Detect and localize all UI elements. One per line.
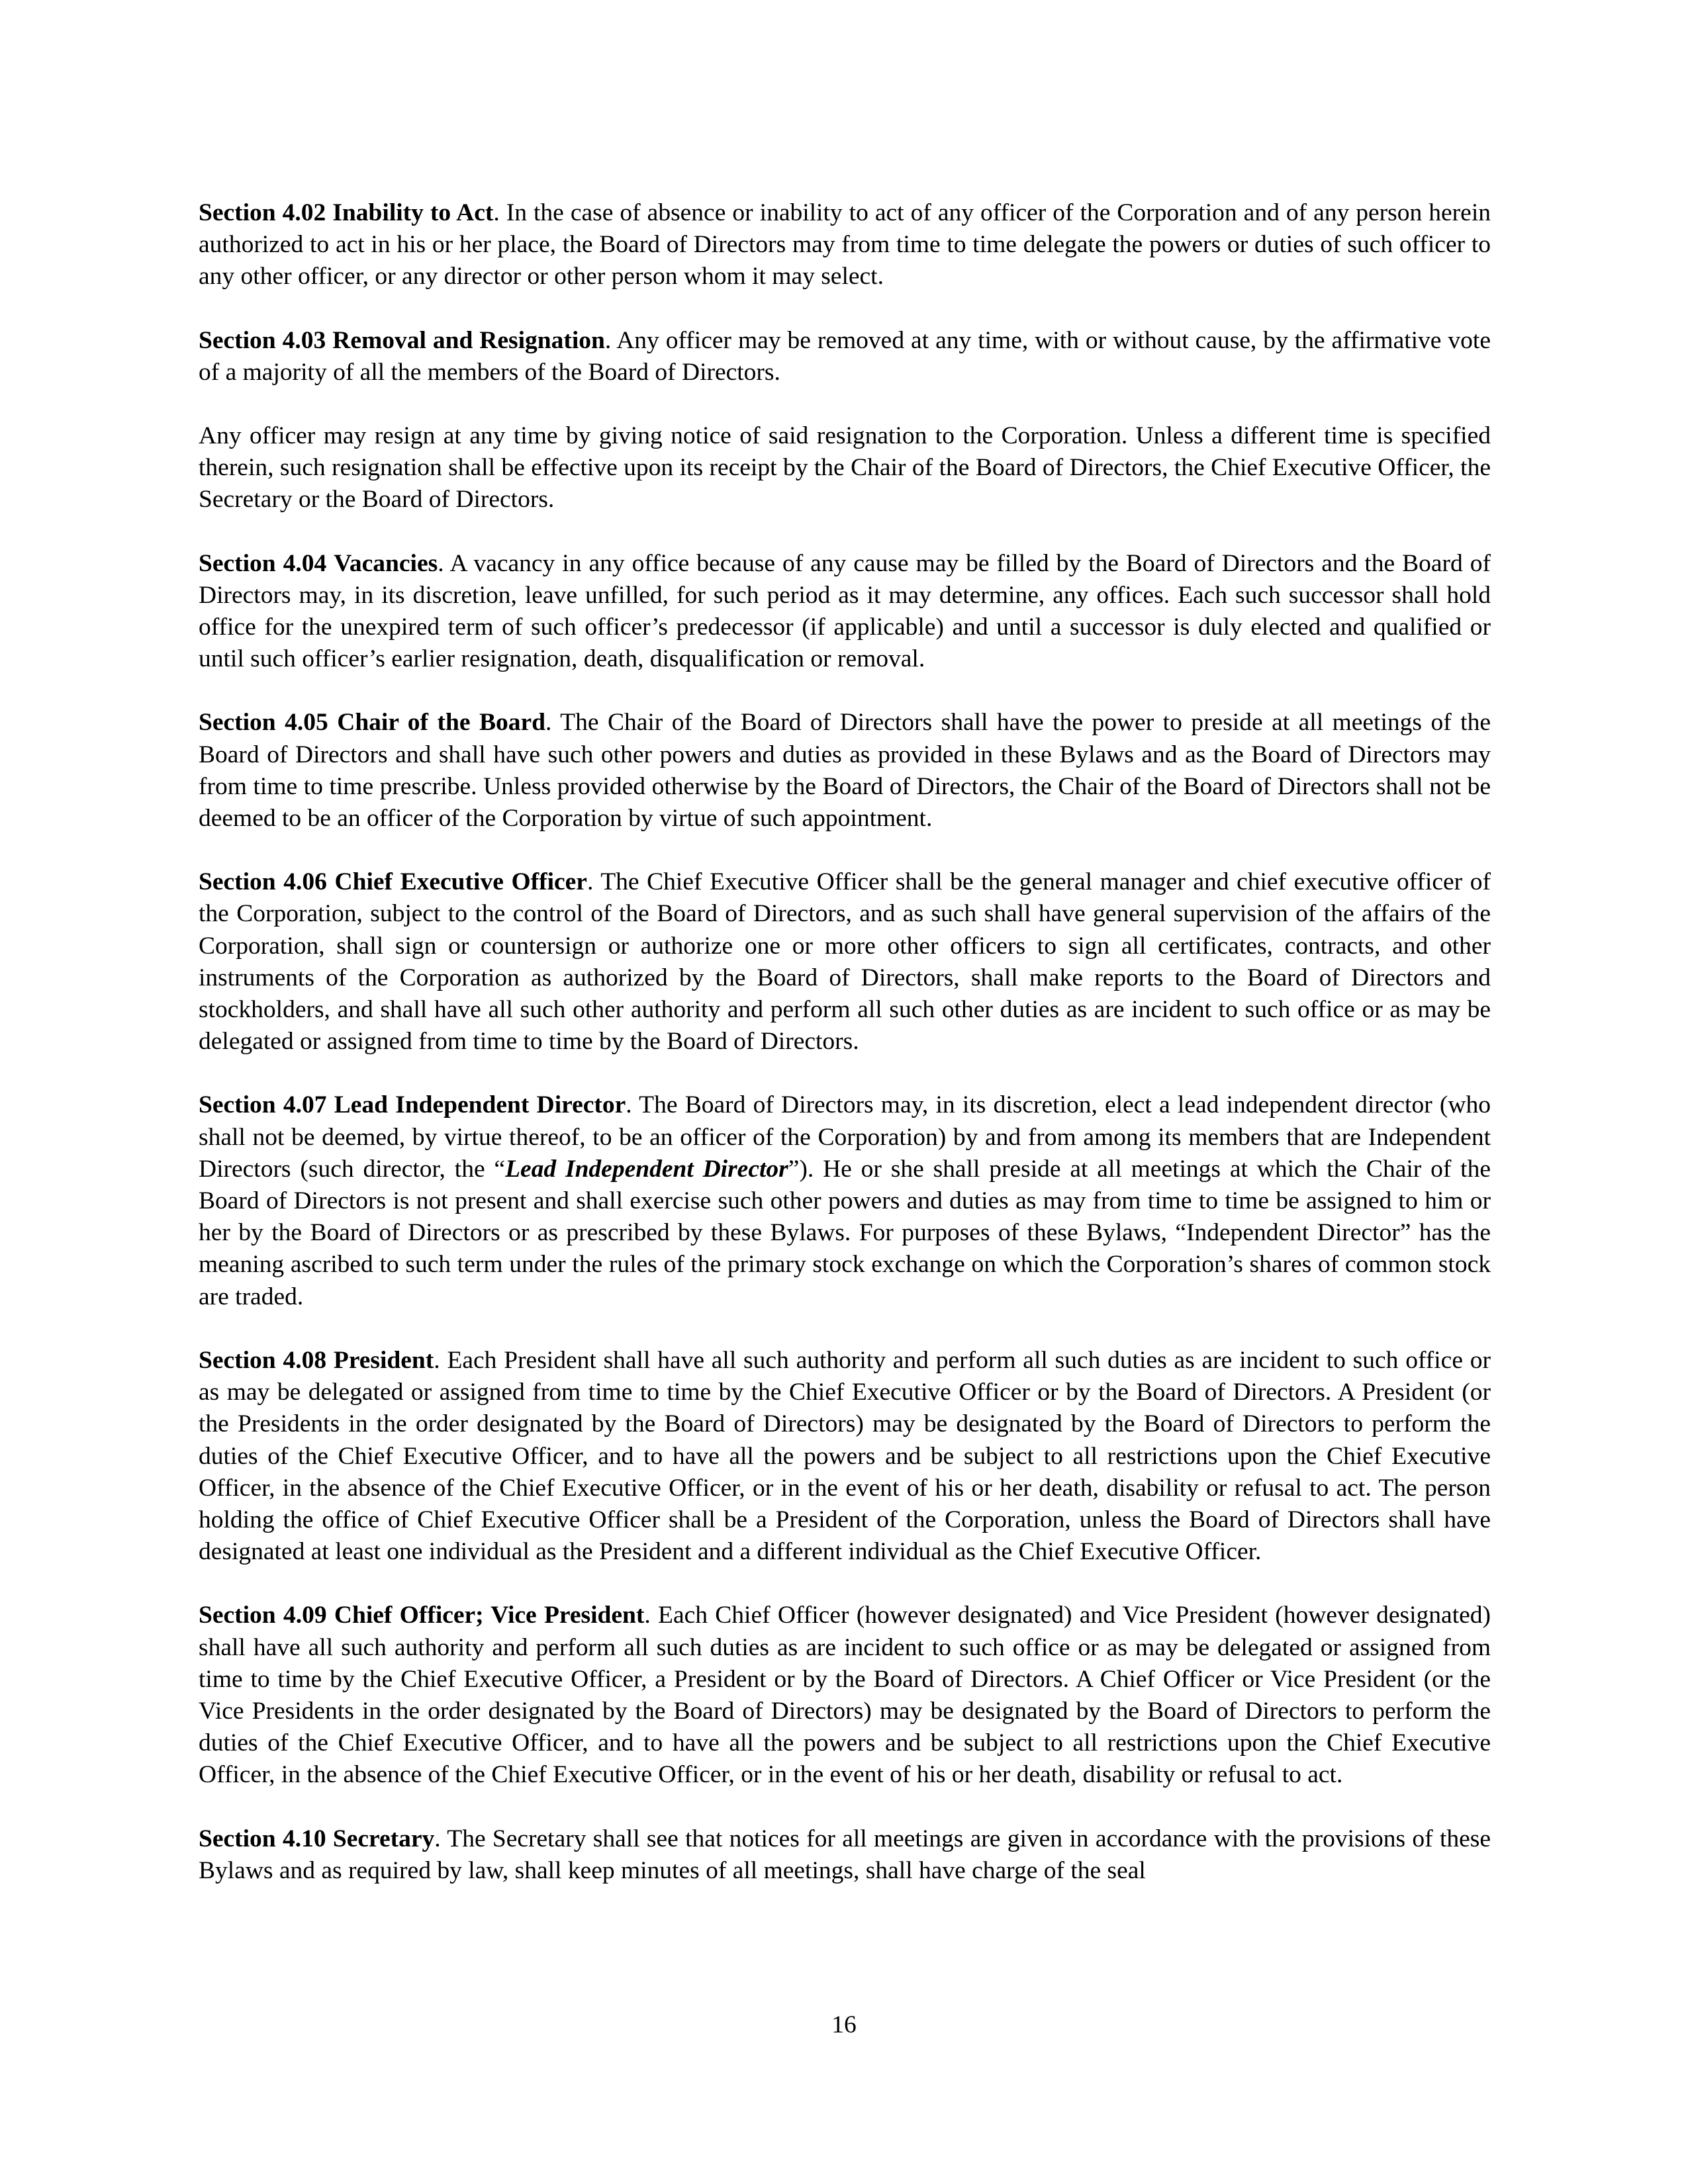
section-4-03-paragraph [199,325,1491,388]
section-heading: Chief Officer; Vice President [334,1602,645,1629]
resignation-paragraph [199,420,1491,516]
section-4-09-paragraph [199,1600,1491,1791]
section-number: Section 4.06 [199,868,327,896]
section-text: . The Board of Directors may, in its discretion, elect a lead independent director (who shall not be deemed, by virtue thereof, to be an officer of the Corporation) by and from among its members that are Independent Directors (such director, the “ [199,1091,1491,1183]
section-text: . Each President shall have all such authority and perform all such duties as are incident to such office or as may be delegated or assigned from time to time by the Chief Executive Officer or by the Board of Directors. A President (or the Presidents in the order designated by the Board of Directors) may be designated by the Board of Directors to perform the duties of the Chief Executive Officer, and to have all the powers and be subject to all restrictions upon the Chief Executive Officer, in the absence of the Chief Executive Officer, or in the event of his or her death, disability or refusal to act. The person holding the office of Chief Executive Officer shall be a President of the Corporation, unless the Board of Directors shall have designated at least one individual as the President and a different individual as the Chief Executive Officer. [199,1346,1491,1566]
section-number: Section 4.05 [199,709,328,737]
section-number: Section 4.03 [199,326,326,354]
section-text: . In the case of absence or inability to act of any officer of the Corporation and of any person herein authorized to act in his or her place, the Board of Directors may from time to time delegate the powers or duties of such officer to any other officer, or any director or other person whom it may select. [199,199,1491,291]
section-text: . The Secretary shall see that notices for all meetings are given in accordance with the provisions of these Bylaws and as required by law, shall keep minutes of all meetings, shall have charge of the seal [199,1825,1491,1884]
section-heading: Chair of the Board [337,709,545,737]
section-text: . Any officer may be removed at any time, with or without cause, by the affirmative vote of a majority of all the members of the Board of Directors. [199,326,1491,386]
section-text: . A vacancy in any office because of any cause may be filled by the Board of Directors and the Board of Directors may, in its discretion, leave unfilled, for such period as it may determine, any offices. Each such successor shall hold office for the unexpired term of such officer’s predecessor (if applicable) and until a successor is duly elected and qualified or until such officer’s earlier resignation, death, disqualification or removal. [199,549,1491,673]
section-text-continued: ”). He or she shall preside at all meetings at which the Chair of the Board of Directors is not present and shall exercise such other powers and duties as may from time to time be assigned to him or her by the Board of Directors or as prescribed by these Bylaws. For purposes of these Bylaws, “Independent Director” has the meaning ascribed to such term under the rules of the primary stock exchange on which the Corporation’s shares of common stock are traded. [199,1155,1491,1310]
section-heading: Secretary [332,1825,435,1852]
page-number: 16 [831,2011,857,2038]
section-heading: Inability to Act [332,199,494,226]
defined-term: Lead Independent Director [505,1155,788,1183]
section-heading: Chief Executive Officer [334,868,587,896]
section-heading: Vacancies [334,549,438,577]
section-number: Section 4.04 [199,549,327,577]
section-heading: President [333,1346,434,1374]
document-body [199,197,1491,1919]
section-4-10-paragraph [199,1823,1491,1887]
section-number: Section 4.07 [199,1091,327,1119]
section-number: Section 4.02 [199,199,326,226]
paragraph-text: Any officer may resign at any time by giving notice of said resignation to the Corporation. Unless a different time is specified therein, such resignation shall be effective upon its receipt by the Chair of the Board of Directors, the Chief Executive Officer, the Secretary or the Board of Directors. [199,422,1491,514]
section-4-07-paragraph [199,1089,1491,1312]
section-heading: Removal and Resignation [332,326,605,354]
section-heading: Lead Independent Director [334,1091,626,1119]
section-number: Section 4.08 [199,1346,327,1374]
section-4-05-paragraph [199,707,1491,835]
section-4-02-paragraph [199,197,1491,293]
section-4-08-paragraph [199,1345,1491,1568]
section-text: . The Chair of the Board of Directors shall have the power to preside at all meetings of the Board of Directors and shall have such other powers and duties as provided in these Bylaws and as the Board of Directors may from time to time prescribe. Unless provided otherwise by the Board of Directors, the Chair of the Board of Directors shall not be deemed to be an officer of the Corporation by virtue of such appointment. [199,709,1491,833]
section-text: . The Chief Executive Officer shall be the general manager and chief executive officer of the Corporation, subject to the control of the Board of Directors, and as such shall have general supervision of the affairs of the Corporation, shall sign or countersign or authorize one or more other officers to sign all certificates, contracts, and other instruments of the Corporation as authorized by the Board of Directors, shall make reports to the Board of Directors and stockholders, and shall have all such other authority and perform all such other duties as are incident to such office or as may be delegated or assigned from time to time by the Board of Directors. [199,868,1491,1056]
section-4-04-paragraph [199,548,1491,676]
section-number: Section 4.09 [199,1602,327,1629]
section-text: . Each Chief Officer (however designated) and Vice President (however designated) shall have all such authority and perform all such duties as are incident to such office or as may be delegated or assigned from time to time by the Chief Executive Officer, a President or by the Board of Directors. A Chief Officer or Vice President (or the Vice Presidents in the order designated by the Board of Directors) may be designated by the Board of Directors to perform the duties of the Chief Executive Officer, and to have all the powers and be subject to all restrictions upon the Chief Executive Officer, in the absence of the Chief Executive Officer, or in the event of his or her death, disability or refusal to act. [199,1602,1491,1789]
section-4-06-paragraph [199,866,1491,1058]
section-number: Section 4.10 [199,1825,326,1852]
